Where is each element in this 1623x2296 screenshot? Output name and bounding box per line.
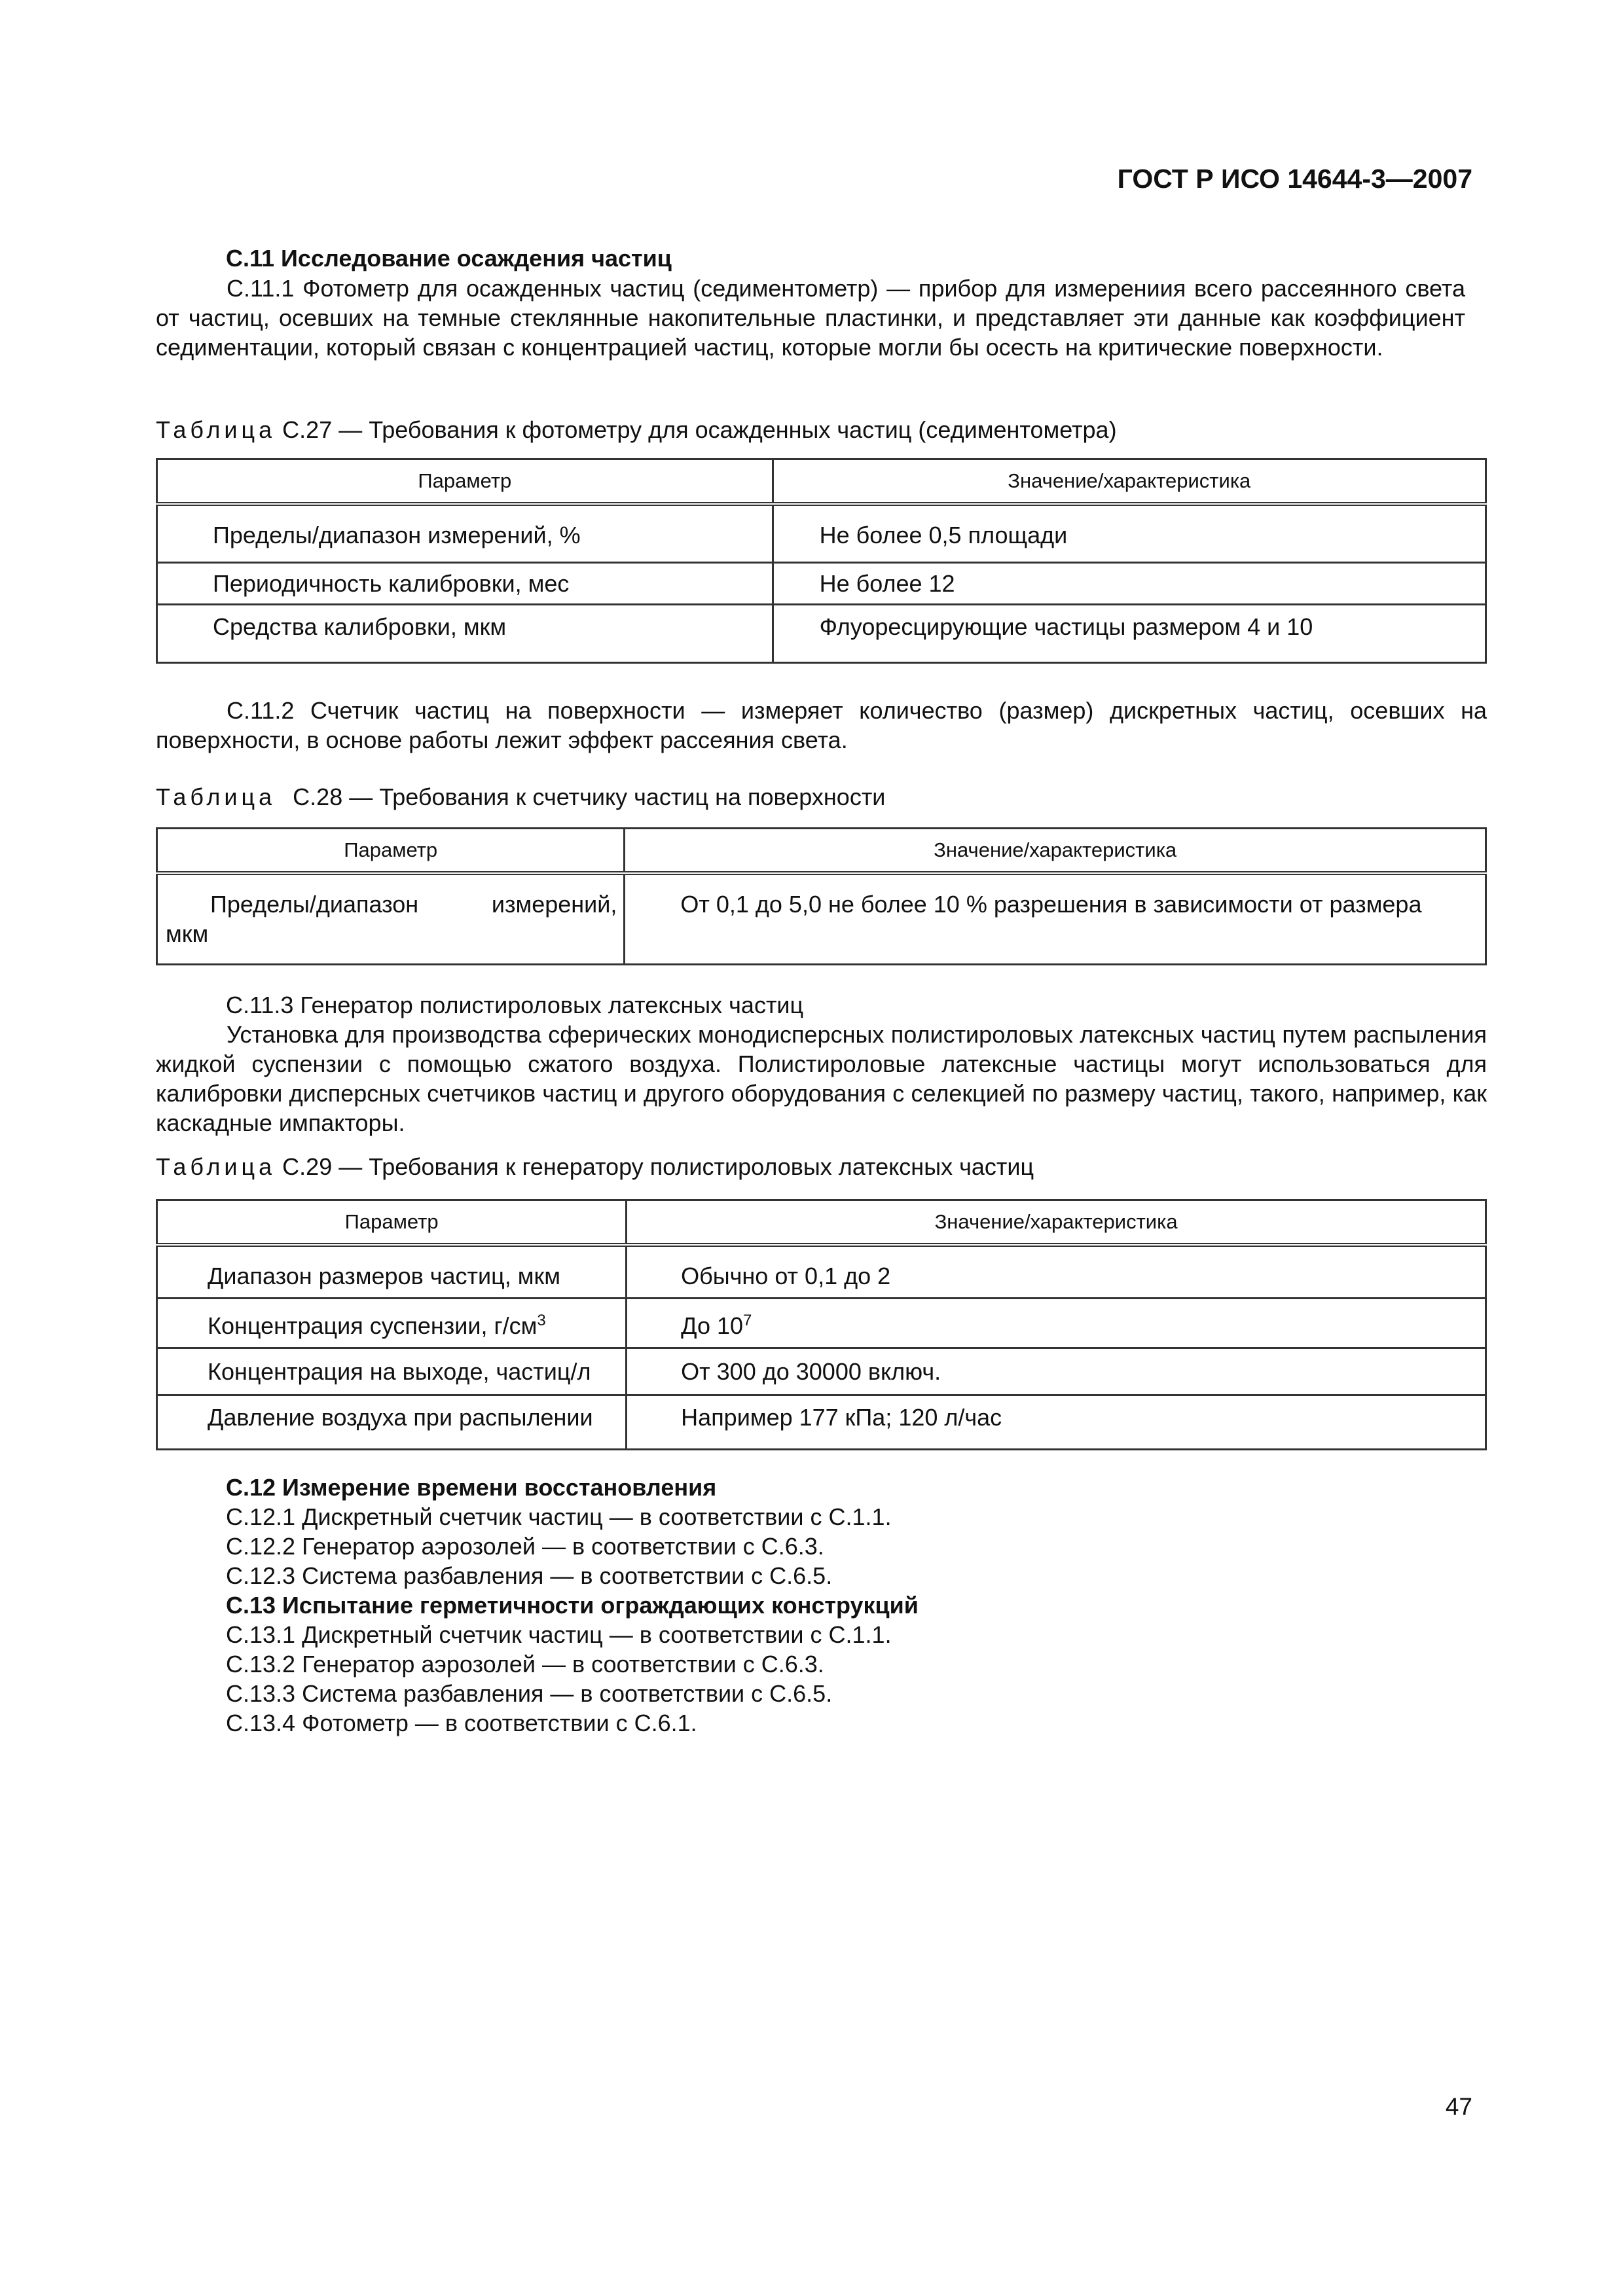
column-header-value: Значение/характеристика	[625, 829, 1486, 874]
column-header-parameter: Параметр	[157, 459, 773, 505]
table-header-row	[157, 1200, 1486, 1246]
table-label: Таблица	[156, 783, 276, 810]
table-row	[157, 1245, 1486, 1299]
list-item: С.12.2 Генератор аэрозолей — в соответствии с С.6.3.	[226, 1533, 824, 1560]
paragraph-c11-2: С.11.2 Счетчик частиц на поверхности — измеряет количество (размер) дискретных частиц, осевших на поверхности, в основе работы лежит эффект рассеяния света.	[156, 697, 1487, 753]
list-item: С.13.4 Фотометр — в соответствии с С.6.1.	[226, 1710, 697, 1736]
cell-parameter	[158, 875, 623, 955]
table-caption-text: С.28 — Требования к счетчику частиц на поверхности	[293, 783, 886, 810]
column-header-parameter: Параметр	[157, 1200, 627, 1246]
list-item: С.12.1 Дискретный счетчик частиц — в соответствии с С.1.1.	[226, 1503, 892, 1530]
superscript: 7	[743, 1312, 752, 1329]
section-heading-c13: С.13 Испытание герметичности ограждающих конструкций	[226, 1592, 919, 1619]
cell-value: Не более 0,5 площади	[819, 522, 1068, 548]
list-item: С.13.3 Система разбавления — в соответствии с С.6.5.	[226, 1680, 833, 1707]
table-row	[157, 873, 1486, 965]
column-header-value: Значение/характеристика	[773, 459, 1486, 505]
table-caption-text: С.27 — Требования к фотометру для осажденных частиц (седиментометра)	[282, 416, 1117, 443]
table-c28	[156, 827, 1487, 965]
cell-parameter	[158, 1299, 625, 1347]
table-c27	[156, 458, 1487, 664]
table-row	[157, 504, 1486, 563]
table-row	[157, 605, 1486, 663]
cell-value: Обычно от 0,1 до 2	[681, 1263, 891, 1289]
paragraph-c11-1: С.11.1 Фотометр для осажденных частиц (седиментометр) — прибор для измерениия всего рассеянного света от частиц, осевших на темные стеклянные накопительные пластинки, и представляет эти данные как коэффициент седиментации, который связан с концентрацией частиц, которые могли бы осесть на критические поверхности.	[156, 275, 1465, 361]
table-row	[157, 1348, 1486, 1395]
cell-parameter-text: Концентрация суспензии, г/см	[208, 1312, 538, 1339]
cell-value-text: До 10	[681, 1312, 744, 1339]
table-label: Таблица	[156, 1153, 276, 1180]
column-header-parameter: Параметр	[157, 829, 625, 874]
table-row	[157, 1299, 1486, 1348]
cell-parameter-line2: мкм	[166, 920, 209, 947]
document-header: ГОСТ Р ИСО 14644-3—2007	[1117, 164, 1472, 194]
list-item: С.13.2 Генератор аэрозолей — в соответствии с С.6.3.	[226, 1651, 824, 1677]
list-item: С.12.3 Система разбавления — в соответствии с С.6.5.	[226, 1562, 833, 1589]
table-row	[157, 1395, 1486, 1450]
cell-parameter: Концентрация на выходе, частиц/л	[208, 1358, 591, 1385]
cell-parameter-line1-part1: Пределы/диапазон	[210, 891, 419, 918]
table-header-row	[157, 459, 1486, 505]
page-number: 47	[1445, 2093, 1472, 2120]
cell-parameter: Периодичность калибровки, мес	[213, 570, 570, 597]
list-item: С.13.1 Дискретный счетчик частиц — в соответствии с С.1.1.	[226, 1621, 892, 1648]
cell-value	[627, 1299, 1485, 1347]
cell-parameter: Диапазон размеров частиц, мкм	[208, 1263, 560, 1289]
paragraph-c11-3-title: С.11.3 Генератор полистироловых латексных частиц	[226, 992, 804, 1018]
superscript: 3	[537, 1312, 546, 1329]
cell-parameter-line1-part2: измерений,	[491, 891, 617, 918]
cell-parameter: Пределы/диапазон измерений, %	[213, 522, 581, 548]
column-header-value: Значение/характеристика	[627, 1200, 1486, 1246]
table-c29-caption	[156, 1153, 1465, 1181]
cell-value: Не более 12	[819, 570, 955, 597]
table-c29	[156, 1199, 1487, 1450]
table-header-row	[157, 829, 1486, 874]
table-c27-caption	[156, 416, 1465, 444]
cell-parameter: Средства калибровки, мкм	[213, 613, 507, 640]
cell-value: От 300 до 30000 включ.	[681, 1358, 941, 1385]
cell-parameter: Давление воздуха при распылении	[208, 1404, 593, 1431]
section-heading-c12: С.12 Измерение времени восстановления	[226, 1474, 717, 1501]
section-heading-c11: С.11 Исследование осаждения частиц	[226, 245, 672, 272]
cell-value: От 0,1 до 5,0 не более 10 % разрешения в зависимости от размера	[680, 891, 1422, 918]
table-row	[157, 563, 1486, 605]
table-caption-text: С.29 — Требования к генератору полистироловых латексных частиц	[282, 1153, 1034, 1180]
cell-value: Флуоресцирующие частицы размером 4 и 10	[819, 613, 1313, 640]
paragraph-c11-3: Установка для производства сферических монодисперсных полистироловых латексных частиц путем распыления жидкой суспензии с помощью сжатого воздуха. Полистироловые латексные частицы могут использоваться для калибровки дисперсных счетчиков частиц и другого оборудования с селекцией по размеру частиц, такого, например, как каскадные импакторы.	[156, 1021, 1487, 1136]
cell-value: Например 177 кПа; 120 л/час	[681, 1404, 1002, 1431]
table-label: Таблица	[156, 416, 276, 443]
table-c28-caption	[156, 783, 1465, 811]
